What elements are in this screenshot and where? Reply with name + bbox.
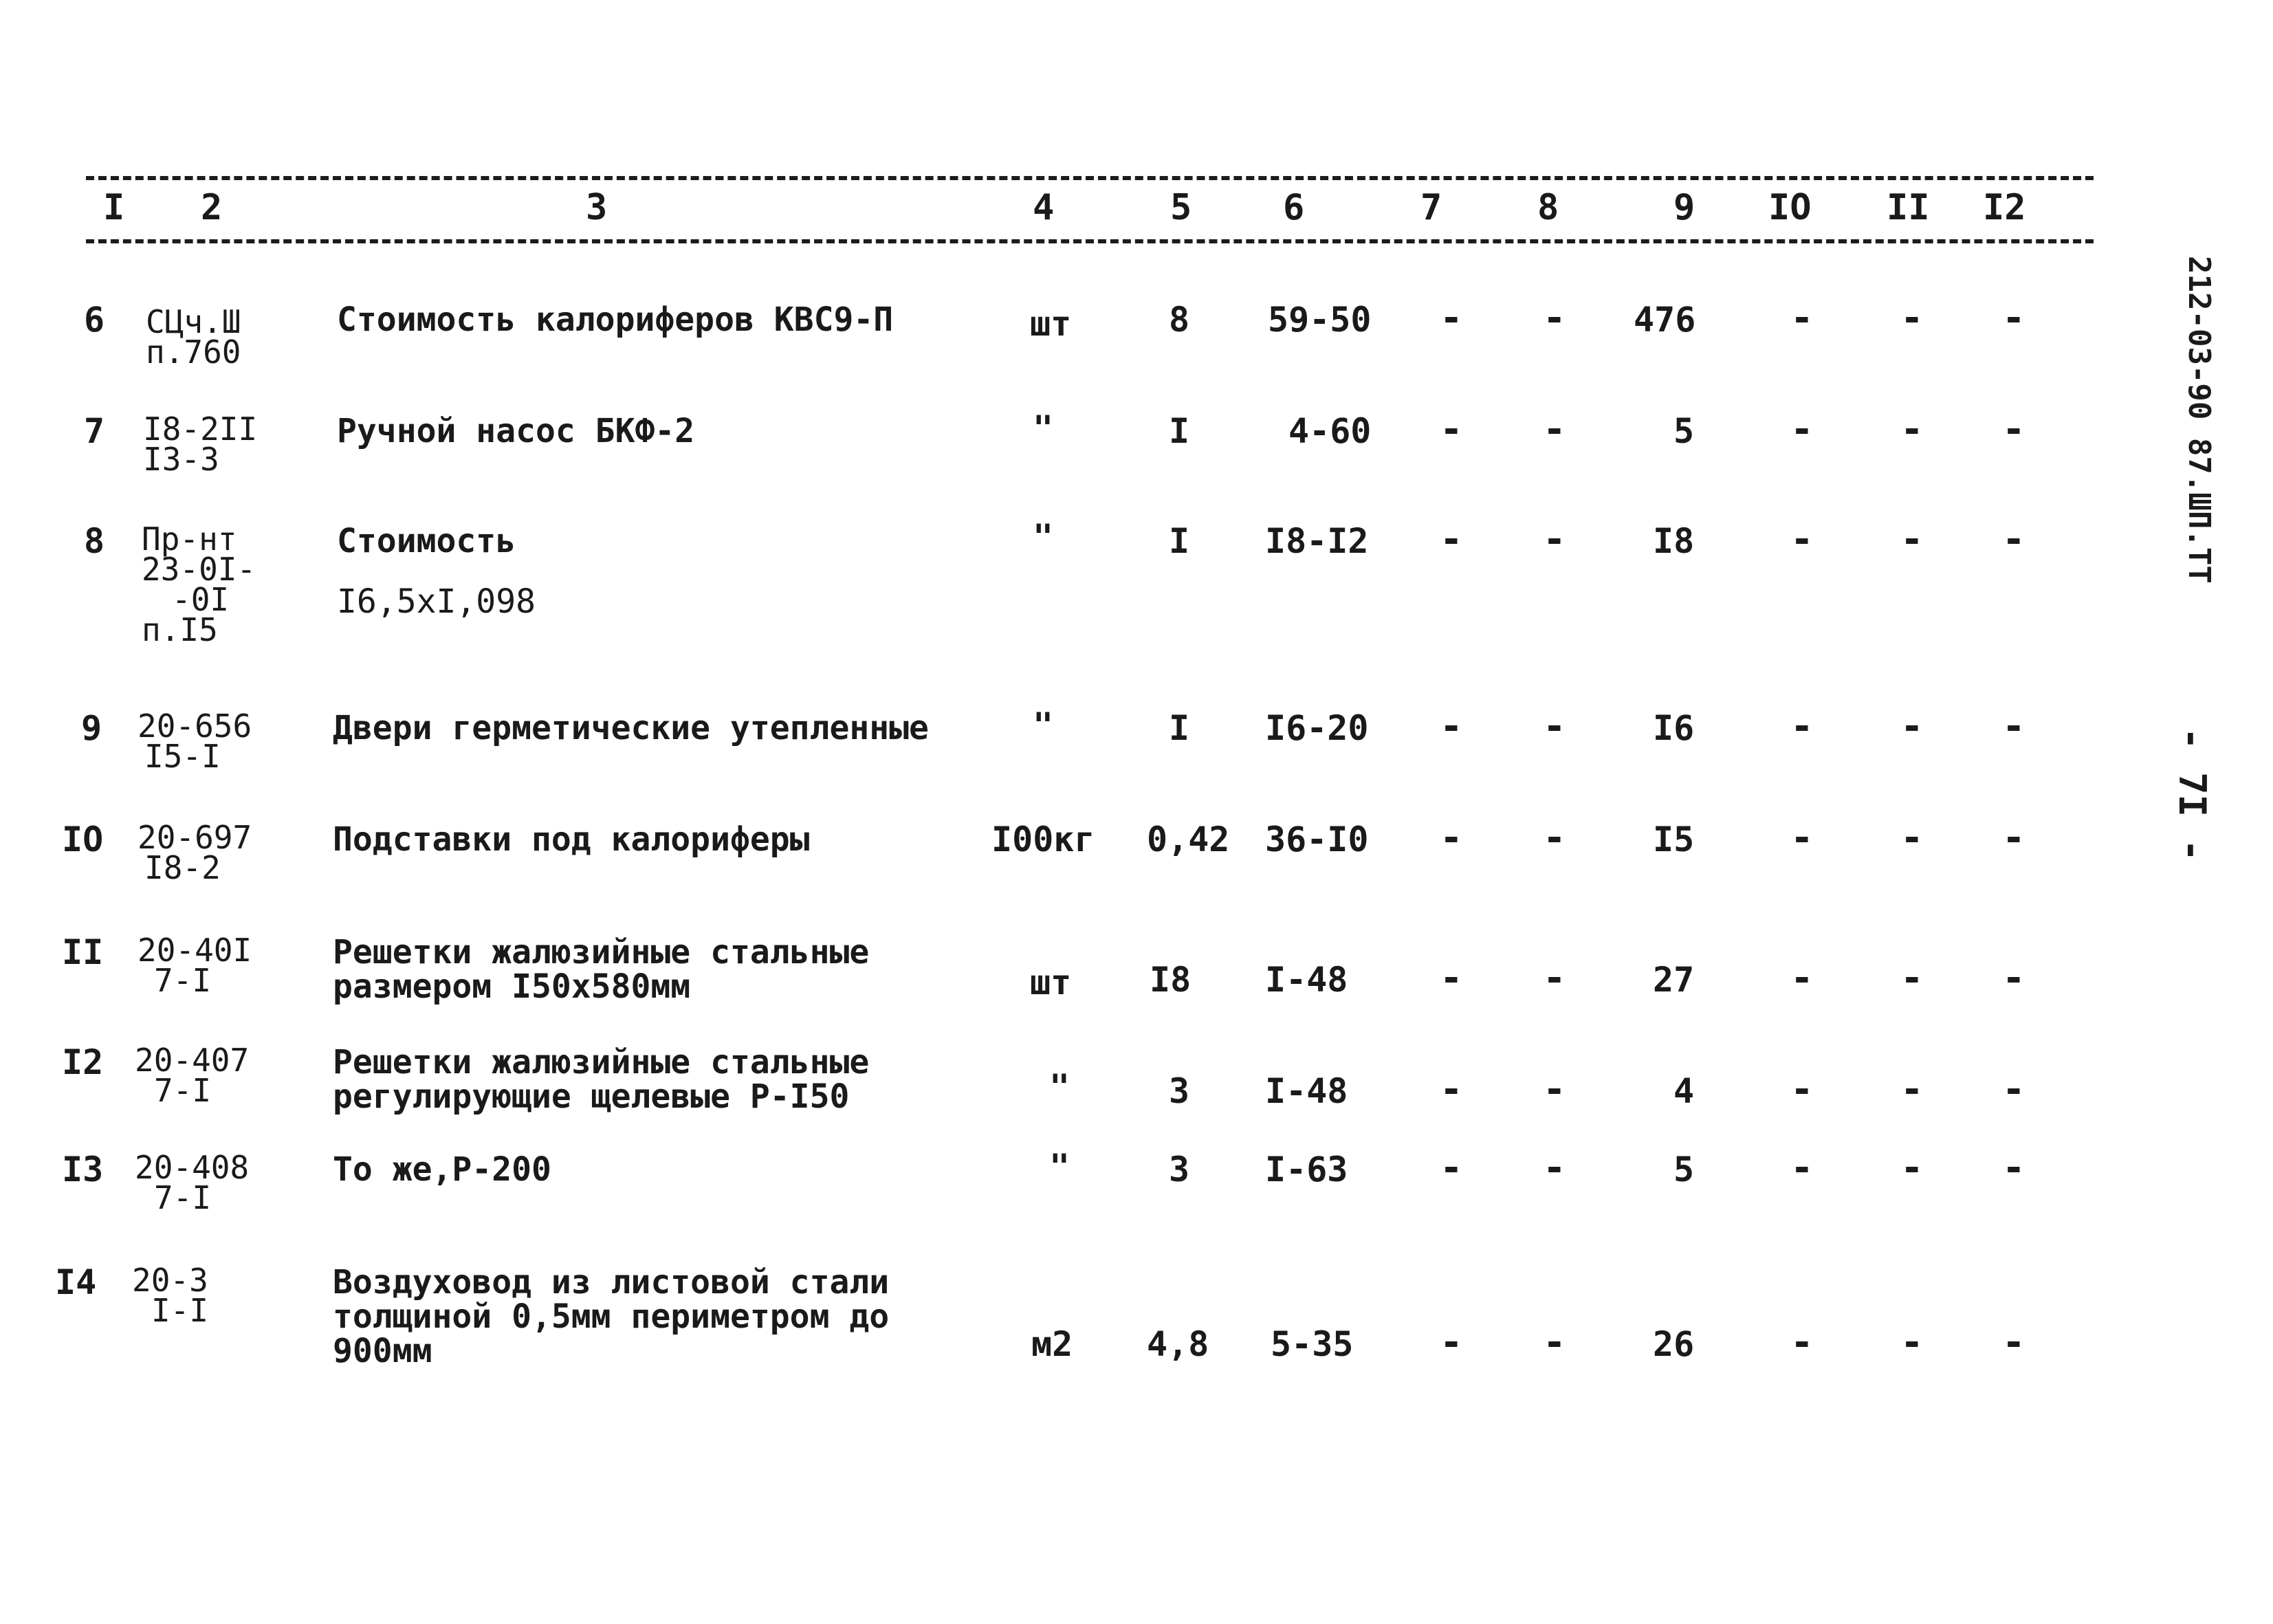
column-header-8: 8 xyxy=(1537,187,1559,228)
row-description: Подставки под калориферы xyxy=(333,820,810,859)
row-total: 4 xyxy=(1673,1071,1695,1111)
row-unit: шт xyxy=(1030,963,1072,1002)
column-header-2: 2 xyxy=(201,187,223,228)
row-description: Стоимость I6,5xI,098 xyxy=(337,522,536,621)
row-unit: " xyxy=(1049,1147,1070,1187)
row-col8: - xyxy=(1543,1067,1566,1112)
row-col12: - xyxy=(2002,1067,2025,1112)
side-stamp: 212-03-90 87.ШП.ТТ xyxy=(2182,256,2217,584)
row-col10: - xyxy=(1790,1320,1814,1365)
row-col8: - xyxy=(1543,956,1566,1000)
row-col12: - xyxy=(2002,956,2025,1000)
column-header-7: 7 xyxy=(1420,187,1442,228)
row-col11: - xyxy=(1900,956,1924,1000)
row-col11: - xyxy=(1900,407,1924,452)
row-description: То же,Р-200 xyxy=(333,1150,551,1189)
row-col8: - xyxy=(1543,1145,1566,1190)
row-number: I4 xyxy=(55,1262,97,1302)
row-col11: - xyxy=(1900,517,1924,562)
row-col7: - xyxy=(1440,407,1463,452)
row-col10: - xyxy=(1790,517,1814,562)
row-unit-price: I6-20 xyxy=(1265,708,1369,748)
row-col11: - xyxy=(1900,704,1924,749)
row-col7: - xyxy=(1440,296,1463,340)
row-quantity: 4,8 xyxy=(1147,1324,1209,1364)
row-col8: - xyxy=(1543,407,1566,452)
row-col7: - xyxy=(1440,1067,1463,1112)
row-unit: " xyxy=(1033,705,1054,745)
row-col7: - xyxy=(1440,815,1463,860)
row-col8: - xyxy=(1543,704,1566,749)
page-number: - 7I - xyxy=(2171,727,2214,862)
row-col11: - xyxy=(1900,815,1924,860)
row-reference: 20-656 I5-I xyxy=(138,707,252,775)
row-col10: - xyxy=(1790,407,1814,452)
row-col10: - xyxy=(1790,815,1814,860)
row-unit-price: I-63 xyxy=(1265,1150,1348,1189)
row-col11: - xyxy=(1900,1145,1924,1190)
row-col7: - xyxy=(1440,1320,1463,1365)
column-header-6: 6 xyxy=(1283,187,1305,228)
row-col7: - xyxy=(1440,704,1463,749)
header-bottom-rule xyxy=(86,239,2094,243)
row-total: 5 xyxy=(1673,411,1695,451)
row-unit-price: 4-60 xyxy=(1288,411,1372,451)
row-col7: - xyxy=(1440,517,1463,562)
row-unit: м2 xyxy=(1031,1324,1073,1364)
row-col12: - xyxy=(2002,517,2025,562)
row-unit: I00кг xyxy=(991,820,1095,859)
row-quantity: I xyxy=(1169,521,1190,561)
column-header-10: IO xyxy=(1768,187,1812,228)
row-description: Решетки жалюзийные стальные размером I50x580мм xyxy=(333,933,870,1006)
column-header-4: 4 xyxy=(1033,187,1055,228)
row-reference: 20-408 7-I xyxy=(135,1149,250,1216)
column-header-9: 9 xyxy=(1673,187,1695,228)
row-reference: 20-407 7-I xyxy=(135,1042,250,1109)
header-top-rule xyxy=(86,176,2094,180)
row-unit-price: 59-50 xyxy=(1268,300,1372,340)
column-header-3: 3 xyxy=(586,187,608,228)
row-reference: 20-40I 7-I xyxy=(138,932,252,999)
row-quantity: 3 xyxy=(1169,1071,1190,1111)
row-col12: - xyxy=(2002,1320,2025,1365)
row-unit-price: I8-I2 xyxy=(1265,521,1369,561)
row-quantity: 3 xyxy=(1169,1150,1190,1189)
column-header-12: I2 xyxy=(1983,187,2026,228)
row-col12: - xyxy=(2002,1145,2025,1190)
row-col8: - xyxy=(1543,815,1566,860)
row-col10: - xyxy=(1790,956,1814,1000)
row-col12: - xyxy=(2002,815,2025,860)
row-col10: - xyxy=(1790,1067,1814,1112)
row-quantity: 0,42 xyxy=(1147,820,1230,859)
row-col10: - xyxy=(1790,704,1814,749)
row-number: 9 xyxy=(81,708,102,748)
row-col10: - xyxy=(1790,1145,1814,1190)
row-quantity: I xyxy=(1169,411,1190,451)
row-number: 8 xyxy=(84,521,105,561)
row-total: 476 xyxy=(1634,300,1696,340)
row-unit: " xyxy=(1049,1067,1070,1107)
row-col11: - xyxy=(1900,1067,1924,1112)
row-total: I5 xyxy=(1653,820,1695,859)
row-number: IO xyxy=(62,820,104,859)
row-unit: " xyxy=(1033,517,1054,557)
row-number: I3 xyxy=(62,1150,104,1189)
row-col7: - xyxy=(1440,1145,1463,1190)
row-reference: СЦч.Ш п.760 xyxy=(146,303,241,371)
row-col8: - xyxy=(1543,1320,1566,1365)
row-quantity: I xyxy=(1169,708,1190,748)
row-col7: - xyxy=(1440,956,1463,1000)
row-col12: - xyxy=(2002,407,2025,452)
row-unit-price: I-48 xyxy=(1265,960,1348,1000)
row-number: 6 xyxy=(84,300,105,340)
row-number: 7 xyxy=(84,411,105,451)
row-col12: - xyxy=(2002,704,2025,749)
row-total: I8 xyxy=(1653,521,1695,561)
row-description: Решетки жалюзийные стальные регулирующие щелевые Р-I50 xyxy=(333,1043,870,1116)
row-reference: I8-2II I3-3 xyxy=(143,410,258,478)
row-total: 27 xyxy=(1653,960,1695,1000)
column-header-5: 5 xyxy=(1170,187,1192,228)
row-total: 5 xyxy=(1673,1150,1695,1189)
row-reference: 20-697 I8-2 xyxy=(138,819,252,886)
row-description: Ручной насос БКФ-2 xyxy=(337,412,695,450)
column-header-1: I xyxy=(103,187,125,228)
row-unit-price: I-48 xyxy=(1265,1071,1348,1111)
row-unit: " xyxy=(1033,408,1054,448)
row-col11: - xyxy=(1900,1320,1924,1365)
row-number: II xyxy=(62,932,104,972)
row-quantity: I8 xyxy=(1150,960,1192,1000)
row-quantity: 8 xyxy=(1169,300,1190,340)
row-unit: шт xyxy=(1030,304,1072,344)
row-description: Воздуховод из листовой стали толщиной 0,5мм периметром до 900мм xyxy=(333,1263,890,1370)
row-total: I6 xyxy=(1653,708,1695,748)
row-reference: 20-3 I-I xyxy=(132,1262,209,1329)
row-description: Двери герметические утепленные xyxy=(333,709,929,747)
row-col8: - xyxy=(1543,517,1566,562)
row-col10: - xyxy=(1790,296,1814,340)
row-unit-price: 36-I0 xyxy=(1265,820,1369,859)
row-number: I2 xyxy=(62,1042,104,1082)
row-description: Стоимость калориферов КВС9-П xyxy=(337,300,894,339)
row-total: 26 xyxy=(1653,1324,1695,1364)
row-col12: - xyxy=(2002,296,2025,340)
row-col11: - xyxy=(1900,296,1924,340)
row-col8: - xyxy=(1543,296,1566,340)
column-header-11: II xyxy=(1887,187,1930,228)
row-reference: Пр-нт 23-0I- -0I п.I5 xyxy=(142,520,256,648)
row-unit-price: 5-35 xyxy=(1271,1324,1354,1364)
